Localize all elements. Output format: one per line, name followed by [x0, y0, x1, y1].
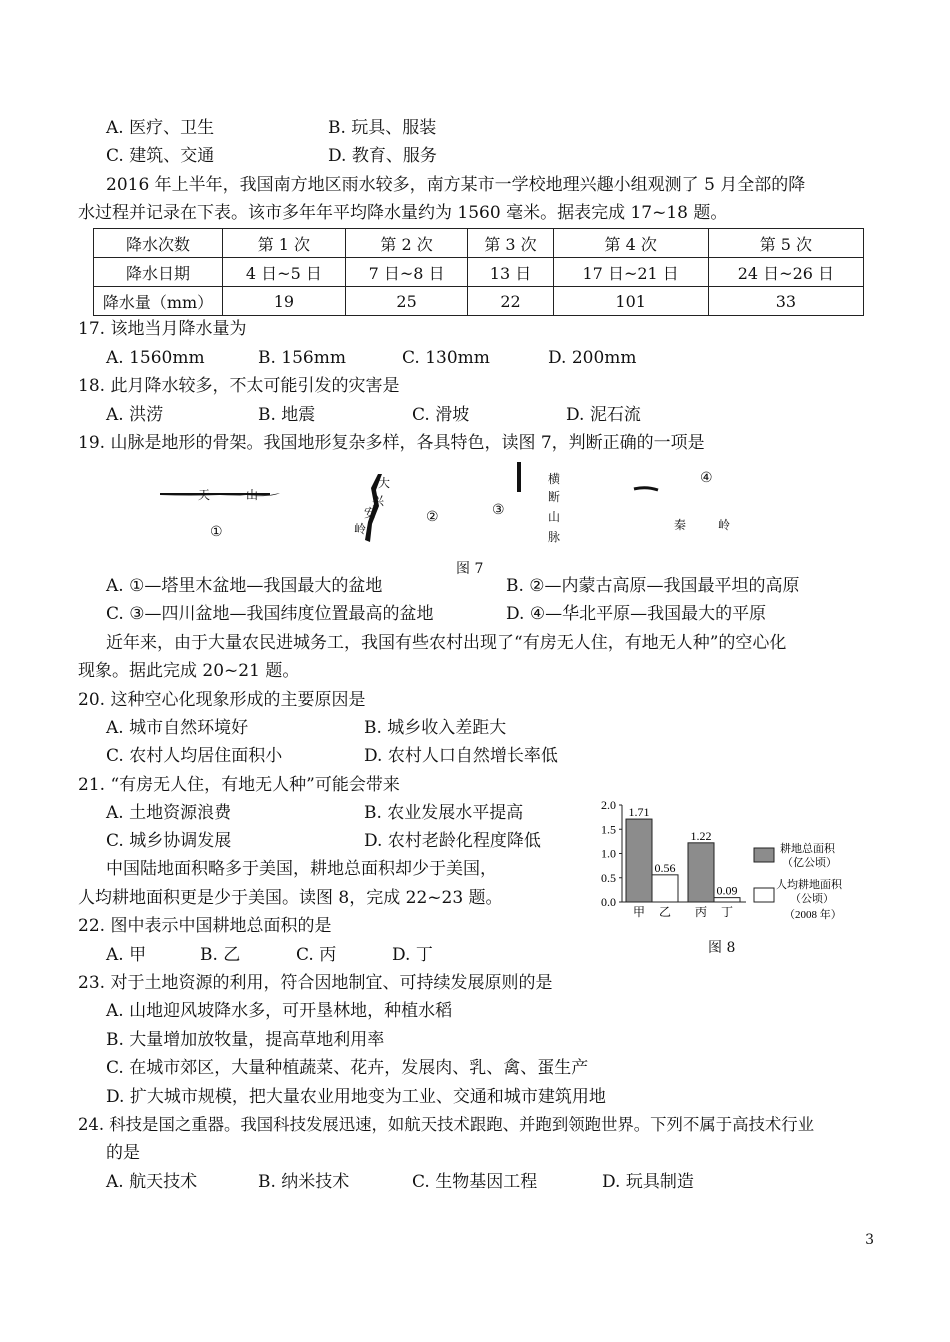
x-tick-label: 丙: [694, 905, 708, 919]
table-cell: 降水次数: [94, 229, 223, 258]
q19-option-a: A. ①—塔里木盆地—我国最大的盆地: [106, 576, 383, 596]
table-cell: 降水量（mm）: [94, 287, 223, 316]
q24-stem-line1: 24. 科技是国之重器。我国科技发展迅速，如航天技术跟跑、并跑到领跑世界。下列不属于高技术行业: [78, 1115, 815, 1134]
intro-22-23-line1: 中国陆地面积略多于美国，耕地总面积却少于美国，: [106, 859, 497, 879]
table-cell: 24 日~26 日: [708, 258, 863, 287]
daxinganling-label-4: 岭: [354, 522, 367, 536]
q21-option-d: D. 农村老龄化程度降低: [364, 831, 541, 851]
legend-swatch-per-capita: [754, 888, 774, 902]
qinling-label-1: 秦: [674, 518, 687, 532]
q20-option-a: A. 城市自然环境好: [106, 718, 249, 738]
q18-option-b: B. 地震: [258, 405, 316, 425]
bar-data-label: 1.22: [690, 828, 712, 843]
table-cell: 7 日~8 日: [345, 258, 468, 287]
intro-17-18-line1: 2016 年上半年，我国南方地区雨水较多，南方某市一学校地理兴趣小组观测了 5 月全部的降: [106, 175, 806, 195]
intro-20-21-line2: 现象。据此完成 20~21 题。: [78, 661, 300, 681]
bar-data-label: 0.09: [716, 883, 738, 898]
rainfall-table: [93, 228, 864, 316]
q22-option-c: C. 丙: [296, 945, 337, 965]
q22-stem: 22. 图中表示中国耕地总面积的是: [78, 916, 332, 936]
hengduan-label-1: 横: [548, 472, 561, 486]
bar: [714, 898, 740, 902]
figure-8-caption: 图 8: [708, 940, 736, 956]
table-cell: 17 日~21 日: [553, 258, 708, 287]
table-cell: 33: [708, 287, 863, 316]
q21-stem: 21. “有房无人住，有地无人种”可能会带来: [78, 775, 400, 795]
table-cell: 13 日: [468, 258, 553, 287]
intro-20-21-line1: 近年来，由于大量农民进城务工，我国有些农村出现了“有房无人住，有地无人种”的空心化: [106, 633, 787, 653]
y-tick-label: 1.5: [601, 822, 616, 837]
q19-option-c: C. ③—四川盆地—我国纬度位置最高的盆地: [106, 604, 434, 624]
intro-17-18-line2: 水过程并记录在下表。该市多年年平均降水量约为 1560 毫米。据表完成 17~18 题。: [78, 203, 728, 223]
x-tick-label: 丁: [720, 905, 734, 919]
bar-data-label: 0.56: [654, 860, 676, 875]
table-cell: 降水日期: [94, 258, 223, 287]
q17-stem: 17. 该地当月降水量为: [78, 319, 247, 339]
table-cell: 第 4 次: [553, 229, 708, 258]
q20-option-d: D. 农村人口自然增长率低: [364, 746, 558, 766]
q24-option-b: B. 纳米技术: [258, 1172, 350, 1192]
table-cell: 4 日~5 日: [223, 258, 346, 287]
table-cell: 第 5 次: [708, 229, 863, 258]
legend-label: （2008 年）: [784, 909, 842, 921]
legend-label: （公顷）: [790, 893, 834, 905]
y-tick-label: 0.0: [601, 895, 616, 909]
table-cell: 第 2 次: [345, 229, 468, 258]
y-tick-label: 2.0: [601, 798, 616, 812]
tianshan-label-2: 山: [246, 488, 259, 502]
q24-option-c: C. 生物基因工程: [412, 1172, 538, 1192]
bar-data-label: 1.71: [628, 805, 650, 820]
q17-option-a: A. 1560mm: [106, 348, 205, 368]
bar: [652, 875, 678, 902]
legend-label: 耕地总面积: [780, 843, 835, 855]
q20-option-c: C. 农村人均居住面积小: [106, 746, 283, 766]
q23-option-d: D. 扩大城市规模，把大量农业用地变为工业、交通和城市建筑用地: [106, 1087, 606, 1107]
q21-option-a: A. 土地资源浪费: [106, 803, 232, 823]
q20-stem: 20. 这种空心化现象形成的主要原因是: [78, 690, 366, 710]
q22-option-d: D. 丁: [392, 945, 433, 965]
q23-option-b: B. 大量增加放牧量，提高草地利用率: [106, 1030, 385, 1050]
label-number-1: ①: [210, 524, 223, 540]
q20-option-b: B. 城乡收入差距大: [364, 718, 507, 738]
bar: [626, 819, 652, 902]
q18-option-d: D. 泥石流: [566, 405, 641, 425]
q21-option-b: B. 农业发展水平提高: [364, 803, 524, 823]
table-cell: 25: [345, 287, 468, 316]
label-number-3: ③: [492, 502, 505, 518]
table-cell: 第 3 次: [468, 229, 553, 258]
bar-chart-svg: [588, 796, 888, 956]
q16-option-a: A. 医疗、卫生: [106, 118, 215, 138]
daxinganling-label-3: 安: [364, 506, 377, 520]
q16-option-d: D. 教育、服务: [328, 146, 437, 166]
figure-8-bar-chart: [588, 796, 888, 956]
legend-label: （亿公顷）: [782, 857, 837, 869]
y-tick-label: 1.0: [601, 846, 616, 861]
q17-option-b: B. 156mm: [258, 348, 346, 368]
table-row-amounts: [94, 287, 864, 316]
q21-option-c: C. 城乡协调发展: [106, 831, 232, 851]
q17-option-c: C. 130mm: [402, 348, 490, 368]
hengduan-label-2: 断: [548, 490, 561, 504]
page-number: 3: [865, 1232, 874, 1248]
q17-option-d: D. 200mm: [548, 348, 637, 368]
table-cell: 第 1 次: [223, 229, 346, 258]
q16-option-c: C. 建筑、交通: [106, 146, 215, 166]
legend-label: 人均耕地面积: [776, 879, 842, 891]
q23-option-a: A. 山地迎风坡降水多，可开垦林地，种植水稻: [106, 1001, 453, 1021]
q24-option-d: D. 玩具制造: [602, 1172, 694, 1192]
q22-option-b: B. 乙: [200, 945, 241, 965]
tianshan-label-1: 天: [198, 488, 211, 502]
table-row-header: [94, 229, 864, 258]
q19-option-d: D. ④—华北平原—我国最大的平原: [506, 604, 767, 624]
q23-option-c: C. 在城市郊区，大量种植蔬菜、花卉，发展肉、乳、禽、蛋生产: [106, 1058, 589, 1078]
daxinganling-label-1: 大: [378, 476, 391, 490]
table-cell: 101: [553, 287, 708, 316]
hengduan-label-4: 脉: [548, 530, 561, 544]
x-tick-label: 甲: [632, 905, 646, 919]
intro-22-23-line2: 人均耕地面积更是少于美国。读图 8，完成 22~23 题。: [78, 888, 503, 908]
figure-7-mountain-sketches: [150, 462, 770, 577]
bar: [688, 843, 714, 902]
hengduan-label-3: 山: [548, 510, 561, 524]
q22-option-a: A. 甲: [106, 945, 147, 965]
q19-option-b: B. ②—内蒙古高原—我国最平坦的高原: [506, 576, 800, 596]
legend-swatch-total: [754, 848, 774, 862]
figure-7-caption: 图 7: [456, 561, 484, 577]
q24-option-a: A. 航天技术: [106, 1172, 198, 1192]
q19-stem: 19. 山脉是地形的骨架。我国地形复杂多样，各具特色，读图 7，判断正确的一项是: [78, 433, 705, 453]
q18-option-c: C. 滑坡: [412, 405, 470, 425]
q16-option-b: B. 玩具、服装: [328, 118, 437, 138]
label-number-2: ②: [426, 509, 439, 525]
q18-option-a: A. 洪涝: [106, 405, 164, 425]
x-tick-label: 乙: [658, 905, 672, 919]
table-cell: 19: [223, 287, 346, 316]
q23-stem: 23. 对于土地资源的利用，符合因地制宜、可持续发展原则的是: [78, 973, 553, 993]
label-number-4: ④: [700, 470, 713, 486]
table-row-dates: [94, 258, 864, 287]
q24-stem-line2: 的是: [106, 1143, 140, 1163]
q18-stem: 18. 此月降水较多，不太可能引发的灾害是: [78, 376, 400, 396]
table-cell: 22: [468, 287, 553, 316]
daxinganling-label-2: 兴: [372, 494, 385, 508]
qinling-label-2: 岭: [718, 518, 731, 532]
y-tick-label: 0.5: [601, 870, 616, 885]
